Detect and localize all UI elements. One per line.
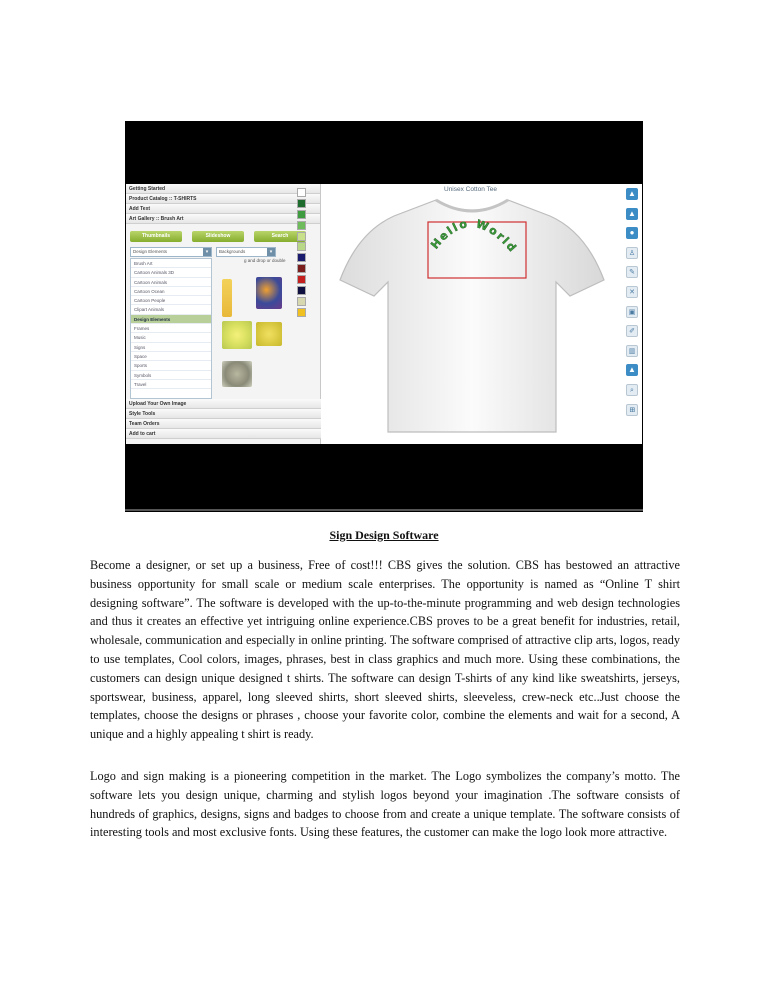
dropdown-item[interactable]: Space: [131, 352, 211, 361]
dropdown-item[interactable]: Clipart Animals: [131, 305, 211, 314]
tshirt-preview[interactable]: [324, 192, 617, 442]
clipart-thumbnail[interactable]: [222, 361, 252, 387]
color-swatch[interactable]: [297, 210, 306, 219]
software-screenshot: [125, 121, 643, 512]
search-button[interactable]: Search: [254, 231, 306, 242]
accordion-add-to-cart[interactable]: Add to cart: [126, 429, 321, 439]
color-swatch[interactable]: [297, 253, 306, 262]
shirt-text-path: Hello World: [428, 216, 520, 256]
color-swatch[interactable]: [297, 308, 306, 317]
color-swatch[interactable]: [297, 232, 306, 241]
color-swatch[interactable]: [297, 199, 306, 208]
edit-icon[interactable]: ✎: [626, 266, 638, 278]
dropdown-item[interactable]: Brush Art: [131, 259, 211, 268]
clipart-thumbnail[interactable]: [222, 279, 232, 317]
accordion-style-tools[interactable]: Style Tools: [126, 409, 321, 419]
accordion-add-text[interactable]: Add Text: [126, 204, 320, 214]
delete-icon[interactable]: ✕: [626, 286, 638, 298]
dropdown-item[interactable]: Cartoon Ocean: [131, 287, 211, 296]
color-swatch[interactable]: [297, 242, 306, 251]
thumbnails-button[interactable]: Thumbnails: [130, 231, 182, 242]
color-swatch[interactable]: [297, 286, 306, 295]
pencil-icon[interactable]: ✐: [626, 325, 638, 337]
bottom-accordion: [126, 399, 321, 439]
color-swatch[interactable]: [297, 188, 306, 197]
accordion-getting-started[interactable]: Getting Started: [126, 184, 320, 194]
figure-divider: [125, 509, 643, 511]
color-swatches: [297, 188, 309, 319]
dropdown-item[interactable]: Frames: [131, 324, 211, 333]
save-icon[interactable]: ▣: [626, 306, 638, 318]
dropdown-item[interactable]: Travel: [131, 380, 211, 389]
color-swatch[interactable]: [297, 275, 306, 284]
color-swatch[interactable]: [297, 297, 306, 306]
accordion-product-catalog[interactable]: Product Catalog :: T-SHIRTS: [126, 194, 320, 204]
dropdown-item[interactable]: Symbols: [131, 371, 211, 380]
category-dropdown-list: [130, 258, 212, 399]
paragraph-2: Logo and sign making is a pioneering competition in the market. The Logo symbolizes the company’s motto. The software lets you design unique, charming and stylish logos beyond your imagination .The software consists of hundreds of graphics, designs, signs and badges to choose from and create a unique template. The software consists of interesting tools and most exclusive fonts. Using these features, the customer can make the logo look more attractive.: [90, 769, 680, 840]
dropdown-item[interactable]: Sports: [131, 361, 211, 370]
dropdown-item[interactable]: Cartoon People: [131, 296, 211, 305]
slideshow-button[interactable]: Slideshow: [192, 231, 244, 242]
category-select-value: Design Elements: [133, 249, 168, 254]
dropdown-item[interactable]: Cartoon Animals: [131, 278, 211, 287]
left-panel: [126, 184, 321, 444]
chevron-down-icon: ▾: [267, 248, 275, 256]
paragraph-1: Become a designer, or set up a business, Free of cost!!! CBS gives the solution. CBS has bestowed an attractive business opportunity for small scale or medium scale enterprises. The opportunity is named as “Online T shirt designing software”. The software is developed with the up-to-the-minute programming and web design technologies and thus it creates an effective yet intriguing online experience.CBS proves to be a great benefit for industries, retail, wholesale, communication and especially in online printing. The software comprised of attractive clip arts, logos, ready to use templates, Cool colors, images, phrases, best in class graphics and much more. Using these combinations, the customers can design unique designed t shirts. The software can design T-shirts of any kind like sweatshirts, jerseys, sportswear, business, apparel, long sleeved shirts, short sleeved shirts, sleeveless, crew-neck etc..Just choose the templates, choose the designs or phrases , choose your favorite color, combine the elements and wait for a second, A unique and a highly appealing t shirt is ready.: [90, 558, 680, 742]
zoom-icon[interactable]: ⌕: [626, 384, 638, 396]
tshirt-icon[interactable]: ▲: [626, 188, 638, 200]
product-title: Unisex Cotton Tee: [444, 186, 497, 193]
tshirt-shape: [340, 200, 604, 432]
dropdown-item[interactable]: Cartoon Animals 3D: [131, 268, 211, 277]
drag-hint: g and drop or double: [244, 258, 286, 263]
tshirt-designer-app: [126, 184, 642, 444]
dropdown-item[interactable]: Signs: [131, 343, 211, 352]
gallery-view-buttons: [128, 231, 318, 243]
figure-caption: Sign Design Software: [329, 528, 439, 542]
shirt-icon[interactable]: ▲: [626, 208, 638, 220]
category-select[interactable]: [130, 247, 212, 257]
clipart-thumbnail[interactable]: [256, 322, 282, 346]
color-swatch[interactable]: [297, 264, 306, 273]
hoodie-icon[interactable]: ●: [626, 227, 638, 239]
chevron-down-icon: ▾: [203, 248, 211, 256]
design-canvas: [322, 184, 619, 444]
accordion-upload-image[interactable]: Upload Your Own Image: [126, 399, 321, 409]
cart-icon[interactable]: ⊞: [626, 404, 638, 416]
clipart-thumbnail[interactable]: [256, 277, 282, 309]
dropdown-item[interactable]: Music: [131, 333, 211, 342]
person-icon[interactable]: ♙: [626, 247, 638, 259]
dropdown-item-selected[interactable]: Design Elements: [131, 315, 211, 324]
shirt-preview-icon[interactable]: ▲: [626, 364, 638, 376]
accordion-team-orders[interactable]: Team Orders: [126, 419, 321, 429]
trash-icon[interactable]: ▥: [626, 345, 638, 357]
right-toolbar: [626, 188, 640, 423]
clipart-thumbnail[interactable]: [222, 321, 252, 349]
background-select[interactable]: [216, 247, 276, 257]
accordion-art-gallery[interactable]: Art Gallery :: Brush Art: [126, 214, 320, 224]
color-swatch[interactable]: [297, 221, 306, 230]
background-select-value: Backgrounds: [219, 249, 246, 254]
